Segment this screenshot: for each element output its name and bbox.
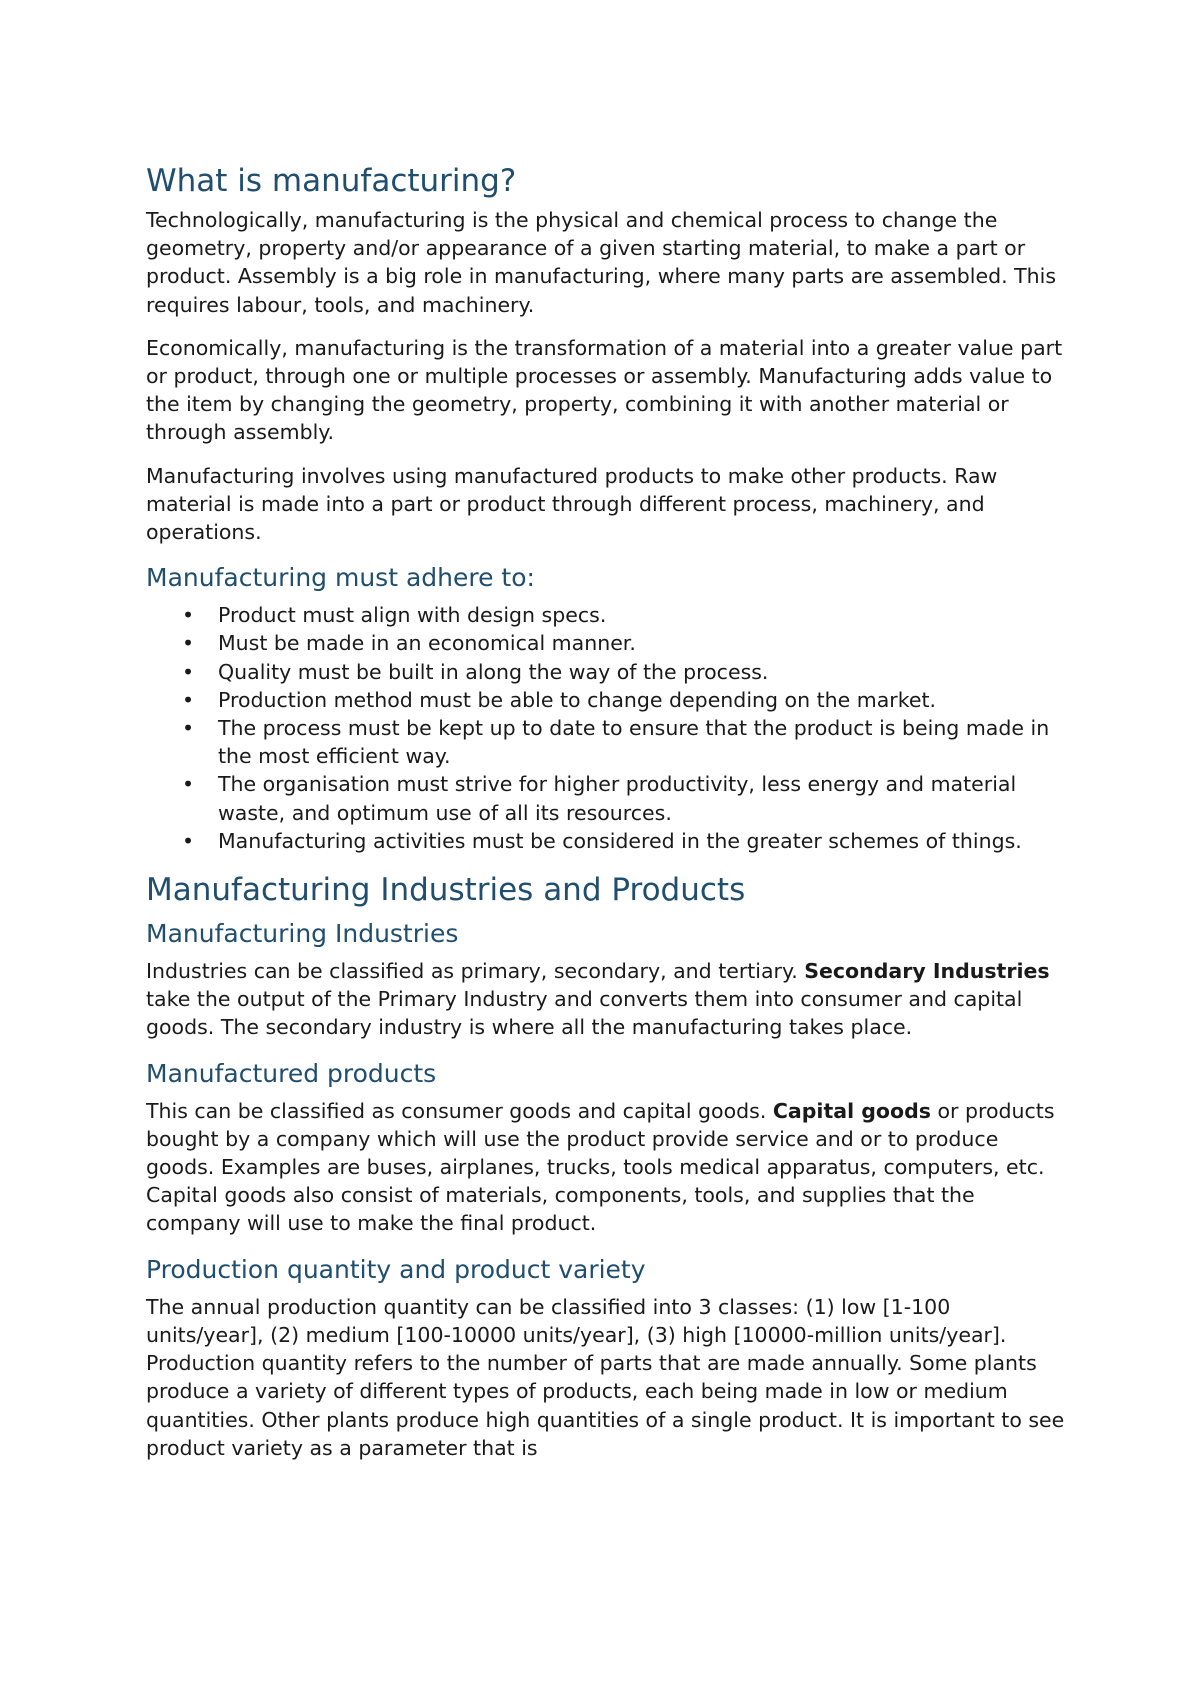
bullet-icon: • [182, 828, 195, 853]
heading-manufactured-products: Manufactured products [146, 1058, 437, 1088]
list-item [146, 658, 1066, 686]
text-span: take the output of the Primary Industry and converts them into consumer and capital goods. The secondary industry is where all the manufacturing takes place. [146, 987, 1023, 1040]
heading-production-quantity: Production quantity and product variety [146, 1254, 646, 1284]
heading-manufacturing-industries: Manufacturing Industries [146, 919, 459, 949]
paragraph-involves: Manufacturing involves using manufactured products to make other products. Raw material is made into a part or product through different process, machinery, and operations. [146, 463, 998, 545]
bullet-icon: • [182, 716, 195, 741]
text-span: or products bought by a company which will use the product provide service and or to produce goods. Examples are buses, airplanes, trucks, tools medical apparatus, computers, etc. Capital goods also consist of materials, components, tools, and supplies that the company will use to make the final product. [146, 1098, 1055, 1236]
list-item [146, 827, 1066, 855]
paragraph-technological: Technologically, manufacturing is the physical and chemical process to change the geometry, property and/or appearance of a given starting material, to make a part or product. Assembly is a big role in manufacturing, where many parts are assembled. This requires labour, tools, and machinery. [146, 208, 1057, 317]
list-item-text: Product must align with design specs. [218, 603, 607, 628]
bullet-icon: • [182, 687, 195, 712]
list-item-text: Quality must be built in along the way of the process. [218, 659, 769, 684]
bold-term: Secondary Industries [804, 959, 1050, 984]
paragraph-industries [146, 957, 1066, 1042]
bullet-icon: • [182, 603, 195, 628]
paragraph-quantity: The annual production quantity can be classified into 3 classes: (1) low [1-100 units/year], (2) medium [100-10000 units/year], (3) high [10000-million units/year]. Production quantity refers to the number of parts that are made annually. Some plants produce a variety of different types of products, each being made in low or medium quantities. Other plants produce high quantities of a single product. It is important to see product variety as a parameter that is [146, 1294, 1065, 1460]
heading-must-adhere: Manufacturing must adhere to: [146, 563, 535, 593]
text-span: This can be classified as consumer goods and capital goods. [146, 1098, 773, 1123]
paragraph-products [146, 1097, 1066, 1238]
list-item-text: Manufacturing activities must be considered in the greater schemes of things. [218, 828, 1022, 853]
list-item-text: The process must be kept up to date to ensure that the product is being made in the most efficient way. [218, 716, 1050, 769]
list-item-text: Must be made in an economical manner. [218, 631, 636, 656]
heading-what-is-manufacturing: What is manufacturing? [146, 163, 517, 199]
bullet-icon: • [182, 631, 195, 656]
list-item-text: Production method must be able to change depending on the market. [218, 687, 937, 712]
list-item [146, 629, 1066, 657]
document-page [146, 160, 1066, 1462]
text-span: Industries can be classified as primary, secondary, and tertiary. [146, 959, 805, 984]
paragraph-economic: Economically, manufacturing is the transformation of a material into a greater value part or product, through one or multiple processes or assembly. Manufacturing adds value to the item by changing the geometry, property, combining it with another material or through assembly. [146, 335, 1063, 445]
adhere-list [146, 601, 1066, 855]
list-item [146, 770, 1066, 826]
heading-industries-and-products: Manufacturing Industries and Products [146, 872, 746, 909]
bullet-icon: • [182, 772, 195, 797]
bullet-icon: • [182, 659, 195, 684]
list-item [146, 601, 1066, 629]
bold-term: Capital goods [772, 1098, 931, 1123]
list-item-text: The organisation must strive for higher productivity, less energy and material waste, and optimum use of all its resources. [218, 772, 1017, 825]
list-item [146, 714, 1066, 770]
list-item [146, 686, 1066, 714]
